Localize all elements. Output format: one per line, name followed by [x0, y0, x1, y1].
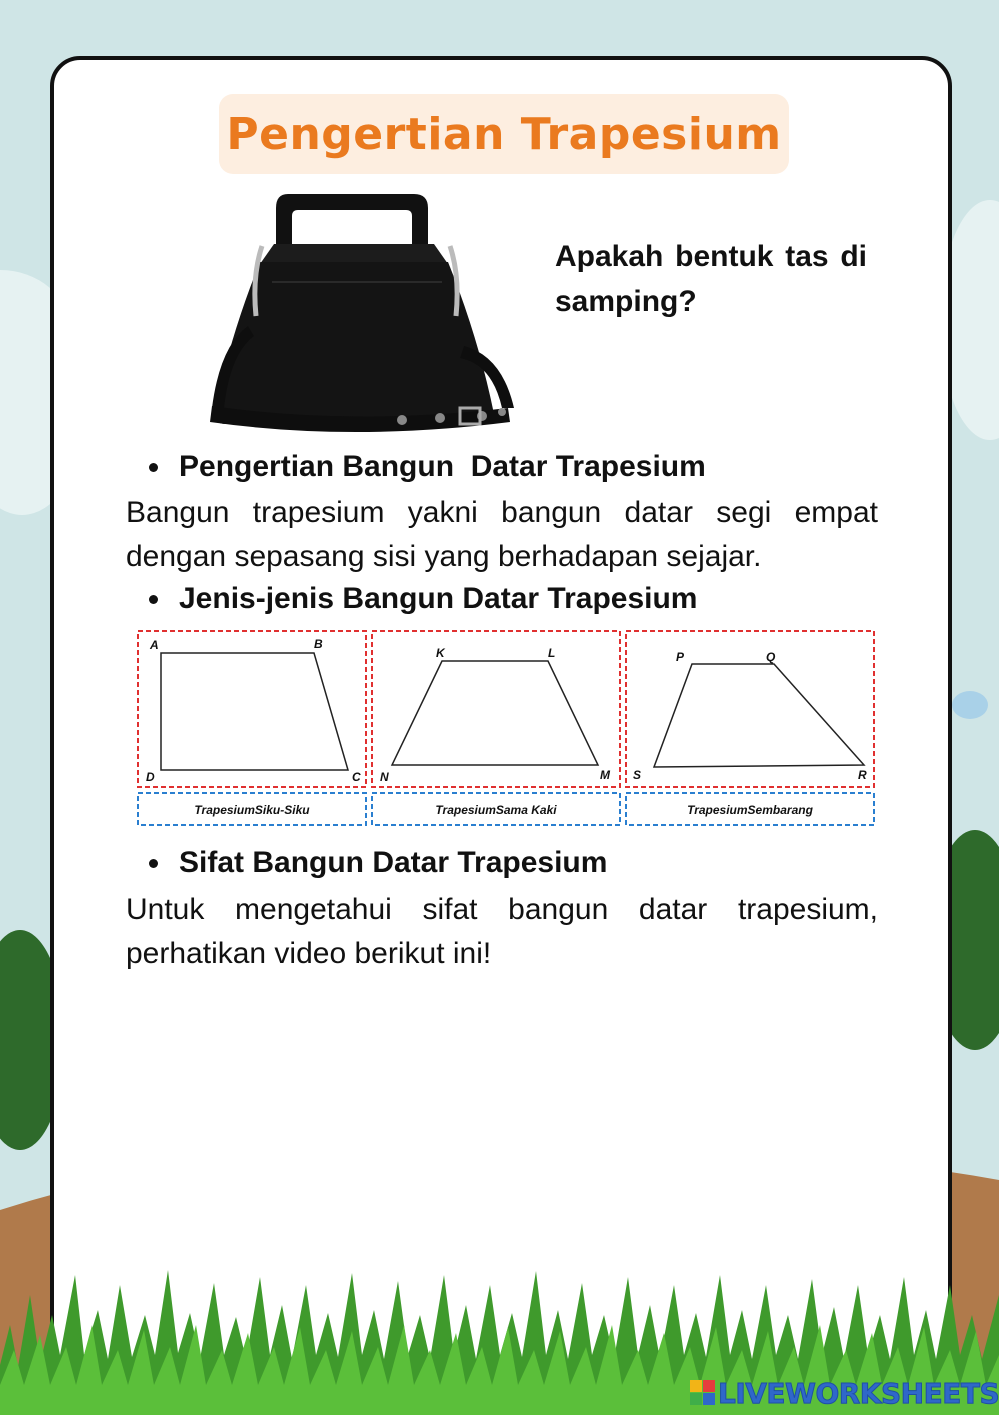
trapezoid-siku — [161, 653, 348, 770]
bullet-heading-properties — [149, 846, 607, 880]
trapezoid-sama-kaki — [392, 661, 598, 765]
vertex-r: R — [858, 768, 867, 782]
liveworksheets-watermark[interactable] — [690, 1374, 999, 1412]
page-title: Pengertian Trapesium — [226, 108, 782, 160]
caption-sembarang: TrapesiumSembarang — [687, 803, 813, 817]
liveworksheets-logo-icon — [690, 1380, 716, 1406]
heading-properties: Sifat Bangun Datar Trapesium — [179, 846, 608, 879]
vertex-m: M — [600, 768, 610, 782]
title-banner — [219, 94, 789, 174]
bullet-heading-definition — [149, 450, 706, 484]
vertex-c: C — [352, 770, 361, 784]
vertex-k: K — [436, 646, 445, 660]
vertex-l: L — [548, 646, 556, 660]
panel-border-siku — [138, 631, 366, 787]
panel-border-sama-kaki — [372, 631, 620, 787]
trapezoid-types-diagram — [136, 629, 876, 829]
vertex-s: S — [633, 768, 642, 782]
bullet-dot — [149, 463, 158, 472]
vertex-a: A — [150, 638, 159, 652]
liveworksheets-brand: LIVEWORKSHEETS — [718, 1376, 999, 1410]
properties-paragraph: Untuk mengetahui sifat bangun datar trapesium, perhatikan video berikut ini! — [126, 893, 878, 970]
heading-types: Jenis-jenis Bangun Datar Trapesium — [179, 582, 698, 615]
trapezoid-sembarang — [654, 664, 864, 767]
vertex-n: N — [380, 770, 389, 784]
question-text: Apakah bentuk tas di samping? — [555, 240, 867, 318]
bullet-dot — [149, 859, 158, 868]
bullet-heading-types — [149, 582, 697, 616]
handbag-photo-icon — [202, 186, 518, 434]
definition-paragraph: Bangun trapesium yakni bangun datar segi empat dengan sepasang sisi yang berhadapan sejajar. — [126, 496, 878, 573]
vertex-q: Q — [766, 650, 776, 664]
content-card — [50, 56, 952, 1378]
vertex-p: P — [676, 650, 685, 664]
caption-siku: TrapesiumSiku-Siku — [194, 803, 310, 817]
vertex-d: D — [146, 770, 155, 784]
panel-border-sembarang — [626, 631, 874, 787]
caption-sama-kaki: TrapesiumSama Kaki — [435, 803, 557, 817]
vertex-b: B — [314, 637, 323, 651]
heading-definition: Pengertian Bangun Datar Trapesium — [179, 450, 706, 483]
bullet-dot — [149, 595, 158, 604]
